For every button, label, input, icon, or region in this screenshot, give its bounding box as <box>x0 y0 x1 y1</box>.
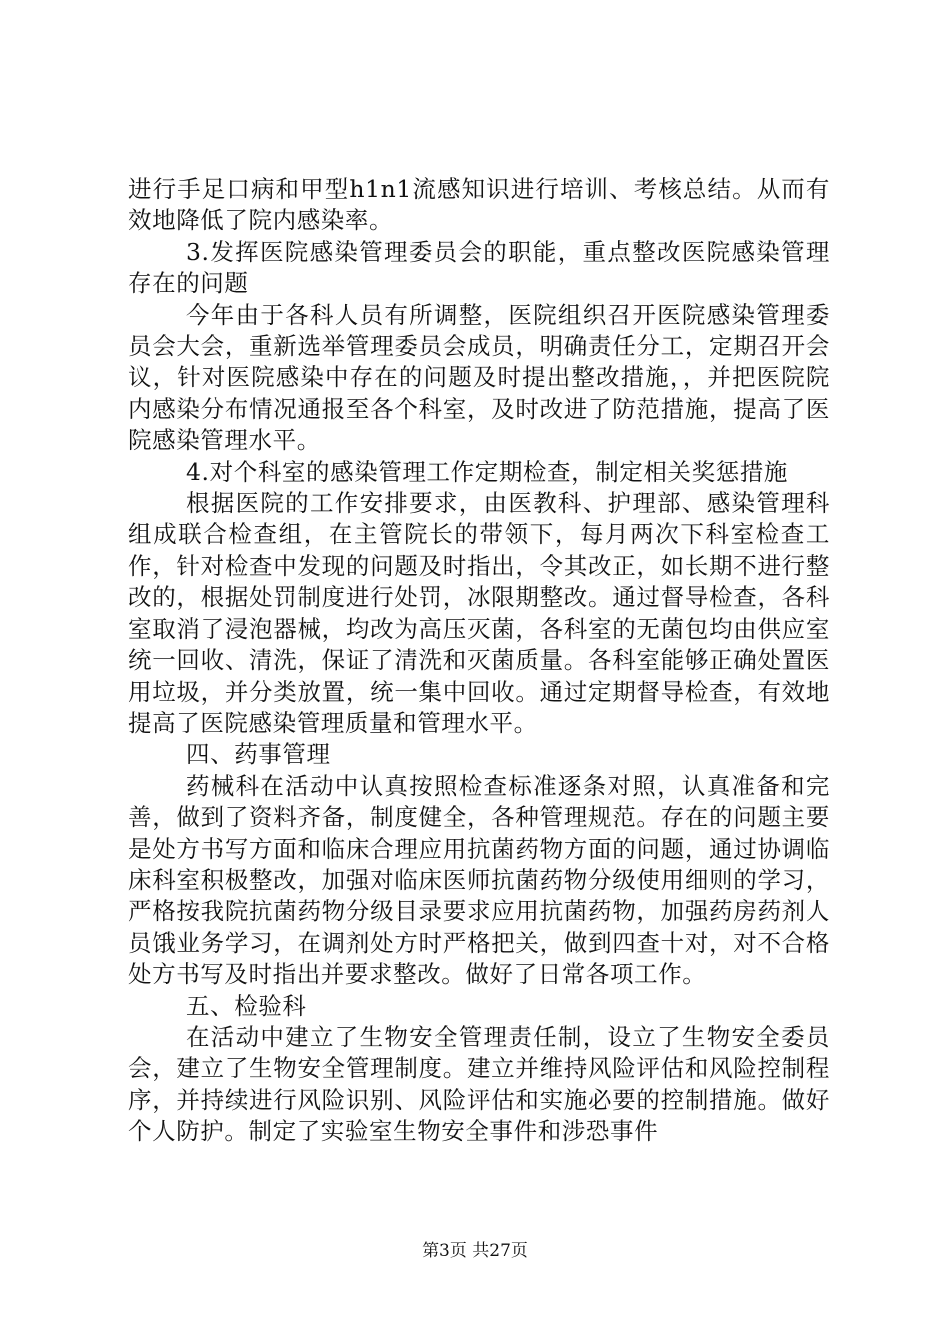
paragraph-laboratory: 在活动中建立了生物安全管理责任制，设立了生物安全委员会，建立了生物安全管理制度。建立并维持风险评估和风险控制程序，并持续进行风险识别、风险评估和实施必要的控制措施。做好个人防护。制定了实验室生物安全事件和涉恐事件 <box>128 1022 830 1146</box>
page-number-footer: 第3页 共27页 <box>422 1241 528 1261</box>
section-heading-committee: 3.发挥医院感染管理委员会的职能，重点整改医院感染管理存在的问题 <box>128 237 830 298</box>
section-heading-inspection: 4.对个科室的感染管理工作定期检查，制定相关奖惩措施 <box>186 457 789 486</box>
section-heading-pharmacy: 四、药事管理 <box>186 740 331 769</box>
paragraph-committee: 今年由于各科人员有所调整，医院组织召开医院感染管理委员会大会，重新选举管理委员会成员，明确责任分工，定期召开会议，针对医院感染中存在的问题及时提出整改措施，，并把医院院内感染分布情况通报至各个科室，及时改进了防范措施，提高了医院感染管理水平。 <box>128 300 830 455</box>
section-heading-laboratory: 五、检验科 <box>186 991 307 1020</box>
document-body <box>128 174 830 1148</box>
paragraph-infection-training: 进行手足口病和甲型h1n1流感知识进行培训、考核总结。从而有效地降低了院内感染率。 <box>128 175 830 235</box>
paragraph-pharmacy: 药械科在活动中认真按照检查标准逐条对照，认真准备和完善，做到了资料齐备，制度健全，各种管理规范。存在的问题主要是处方书写方面和临床合理应用抗菌药物方面的问题，通过协调临床科室积极整改，加强对临床医师抗菌药物分级使用细则的学习，严格按我院抗菌药物分级目录要求应用抗菌药物，加强药房药剂人员饿业务学习，在调剂处方时严格把关，做到四查十对，对不合格处方书写及时指出并要求整改。做好了日常各项工作。 <box>128 771 830 989</box>
paragraph-inspection: 根据医院的工作安排要求，由医教科、护理部、感染管理科组成联合检查组，在主管院长的带领下，每月两次下科室检查工作，针对检查中发现的问题及时指出，令其改正，如长期不进行整改的，根据处罚制度进行处罚，冰限期整改。通过督导检查，各科室取消了浸泡器械，均改为高压灭菌，各科室的无菌包均由供应室统一回收、清洗，保证了清洗和灭菌质量。各科室能够正确处置医用垃圾，并分类放置，统一集中回收。通过定期督导检查，有效地提高了医院感染管理质量和管理水平。 <box>128 489 830 737</box>
